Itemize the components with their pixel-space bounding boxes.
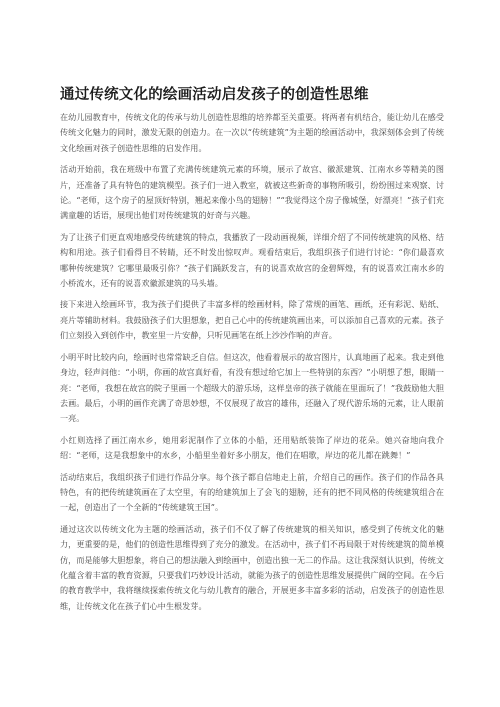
paragraph: 为了让孩子们更直观地感受传统建筑的特点，我播放了一段动画视频，详细介绍了不同传统建筑的风格、结构和用途。孩子们看得目不转睛，还不时发出惊叹声。观看结束后，我组织孩子们进行讨论：“你们最喜欢哪种传统建筑？它哪里最吸引你？”孩子们踊跃发言，有的说喜欢故宫的金碧辉煌，有的说喜欢江南水乡的小桥流水，还有的说喜欢徽派建筑的马头墙。 <box>60 231 444 289</box>
paragraph: 活动开始前，我在班级中布置了充满传统建筑元素的环境，展示了故宫、徽派建筑、江南水乡等精美的图片，还准备了具有特色的建筑模型。孩子们一进入教室，就被这些新奇的事物所吸引，纷纷围过来观察、讨论。“老师，这个房子的屋顶好特别，翘起来像小鸟的翅膀！”“我觉得这个房子像城堡，好漂亮！”孩子们充满童趣的话语，展现出他们对传统建筑的好奇与兴趣。 <box>60 164 444 221</box>
paragraph: 小红则选择了画江南水乡，她用彩泥制作了立体的小船，还用贴纸装饰了岸边的花朵。她兴奋地向我介绍：“老师，这是我想象中的水乡，小船里坐着好多小朋友，他们在唱歌，岸边的花儿都在跳舞！” <box>60 434 444 461</box>
paragraph: 活动结束后，我组织孩子们进行作品分享。每个孩子都自信地走上前，介绍自己的画作。孩子们的作品各具特色，有的把传统建筑画在了太空里，有的给建筑加上了会飞的翅膀，还有的把不同风格的传统建筑组合在一起，创造出了一个全新的“传统建筑王国”。 <box>60 471 444 513</box>
document-body <box>60 110 444 620</box>
paragraph: 通过这次以传统文化为主题的绘画活动，孩子们不仅了解了传统建筑的相关知识，感受到了传统文化的魅力，更重要的是，他们的创造性思维得到了充分的激发。在活动中，孩子们不再局限于对传统建筑的简单模仿，而是能够大胆想象，将自己的想法融入到绘画中，创造出独一无二的作品。这让我深刻认识到，传统文化蕴含着丰富的教育资源，只要我们巧妙设计活动，就能为孩子的创造性思维发展提供广阔的空间。在今后的教育教学中，我将继续探索传统文化与幼儿教育的融合，开展更多丰富多彩的活动，启发孩子的创造性思维，让传统文化在孩子们心中生根发芽。 <box>60 523 444 611</box>
paragraph: 接下来进入绘画环节，我为孩子们提供了丰富多样的绘画材料，除了常规的画笔、画纸，还有彩泥、贴纸、亮片等辅助材料。我鼓励孩子们大胆想象，把自己心中的传统建筑画出来，可以添加自己喜欢的元素。孩子们立刻投入到创作中，教室里一片安静，只听见画笔在纸上沙沙作响的声音。 <box>60 299 444 341</box>
paragraph: 在幼儿园教育中，传统文化的传承与幼儿创造性思维的培养都至关重要。将两者有机结合，能让幼儿在感受传统文化魅力的同时，激发无限的创造力。在一次以“传统建筑”为主题的绘画活动中，我深刻体会到了传统文化绘画对孩子创造性思维的启发作用。 <box>60 112 444 153</box>
document-title: 通过传统文化的绘画活动启发孩子的创造性思维 <box>60 86 369 103</box>
paragraph: 小明平时比较内向，绘画时也常常缺乏自信。但这次，他看着展示的故宫图片，认真地画了起来。我走到他身边，轻声问他：“小明，你画的故宫真好看，有没有想过给它加上一些特别的东西？”小明想了想，眼睛一亮：“老师，我想在故宫的院子里画一个超级大的游乐场，这样皇帝的孩子就能在里面玩了！”我鼓励他大胆去画。最后，小明的画作充满了奇思妙想，不仅展现了故宫的雄伟，还融入了现代游乐场的元素，让人眼前一亮。 <box>60 351 444 424</box>
